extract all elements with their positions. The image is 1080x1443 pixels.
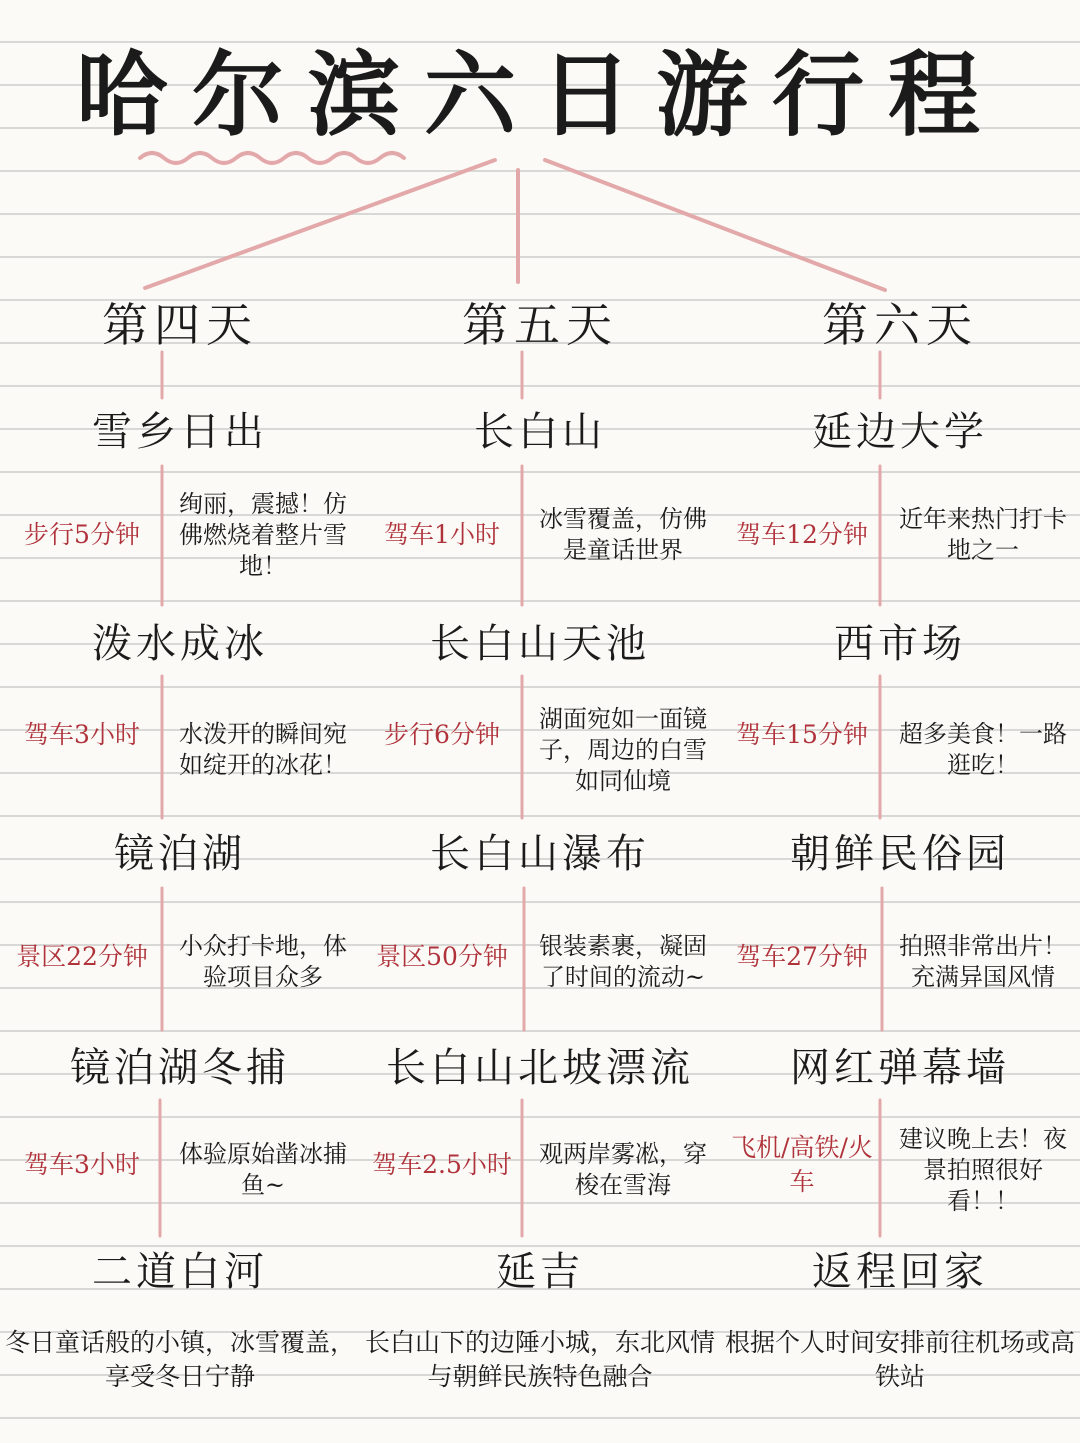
stop-name: 延边大学 [812, 409, 988, 455]
stop-description: 银装素裹，凝固了时间的流动~ [539, 932, 707, 991]
transport-note: 驾车1小时 [384, 520, 500, 549]
stop-name: 二道白河 [92, 1249, 268, 1295]
stop-description: 小众打卡地，体验项目众多 [179, 932, 347, 991]
page-title: 哈尔滨六日游行程 [75, 41, 1004, 149]
transport-note: 驾车3小时 [24, 720, 140, 749]
day-column-4 [0, 0, 360, 1443]
transport-note: 驾车3小时 [24, 1150, 140, 1179]
stop-name: 镜泊湖冬捕 [70, 1045, 290, 1091]
transport-note: 驾车15分钟 [736, 720, 868, 749]
day-column-5 [360, 0, 720, 1443]
day-label: 第六天 [822, 298, 978, 352]
stop-description: 水泼开的瞬间宛如绽开的冰花！ [179, 720, 347, 779]
stop-name: 返程回家 [812, 1249, 988, 1295]
day-column-6 [720, 0, 1080, 1443]
day-label: 第五天 [462, 298, 618, 352]
transport-note: 景区22分钟 [16, 942, 148, 971]
stop-description: 近年来热门打卡地之一 [899, 505, 1067, 564]
day-label: 第四天 [102, 298, 258, 352]
stop-name: 西市场 [834, 621, 966, 667]
transport-note: 驾车12分钟 [736, 520, 868, 549]
stop-name: 长白山 [474, 409, 606, 455]
transport-note: 驾车27分钟 [736, 942, 868, 971]
final-description: 根据个人时间安排前往机场或高铁站 [724, 1328, 1075, 1391]
stop-name: 朝鲜民俗园 [790, 831, 1010, 877]
stop-name: 长白山北坡漂流 [386, 1045, 694, 1091]
stop-description: 湖面宛如一面镜子，周边的白雪如同仙境 [539, 704, 707, 795]
stop-description: 绚丽，震撼！仿佛燃烧着整片雪地！ [179, 489, 347, 580]
stop-name: 长白山天池 [430, 621, 650, 667]
stop-name: 镜泊湖 [114, 831, 246, 877]
transport-note: 飞机/高铁/火车 [731, 1133, 873, 1196]
stop-name: 长白山瀑布 [430, 831, 650, 877]
stop-name: 延吉 [496, 1249, 584, 1295]
stop-description: 体验原始凿冰捕鱼~ [179, 1140, 347, 1199]
stop-name: 泼水成冰 [92, 621, 268, 667]
final-description: 长白山下的边陲小城，东北风情与朝鲜民族特色融合 [364, 1328, 715, 1391]
stop-name: 雪乡日出 [92, 409, 268, 455]
final-description: 冬日童话般的小镇，冰雪覆盖，享受冬日宁静 [4, 1328, 355, 1391]
stop-description: 观两岸雾凇，穿梭在雪海 [539, 1140, 707, 1199]
transport-note: 步行6分钟 [384, 720, 500, 749]
transport-note: 步行5分钟 [24, 520, 140, 549]
transport-note: 驾车2.5小时 [372, 1150, 512, 1179]
transport-note: 景区50分钟 [376, 942, 508, 971]
stop-name: 网红弹幕墙 [790, 1045, 1010, 1091]
stop-description: 超多美食！一路逛吃！ [899, 720, 1067, 779]
stop-description: 拍照非常出片！充满异国风情 [899, 932, 1067, 991]
stop-description: 建议晚上去！夜景拍照很好看！！ [899, 1124, 1067, 1215]
stop-description: 冰雪覆盖，仿佛是童话世界 [539, 505, 707, 564]
